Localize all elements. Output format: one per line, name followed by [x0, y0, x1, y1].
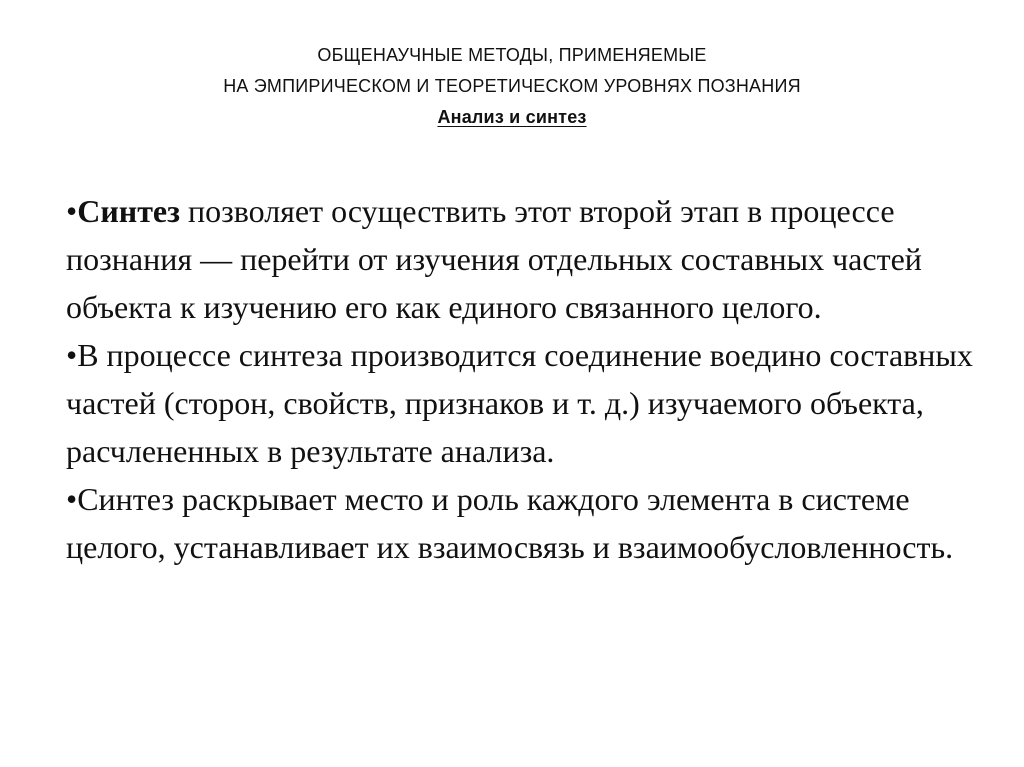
title-line-1: ОБЩЕНАУЧНЫЕ МЕТОДЫ, ПРИМЕНЯЕМЫЕ [317, 45, 707, 65]
subtitle: Анализ и синтез [437, 107, 587, 127]
paragraph-2: •В процессе синтеза производится соединение воедино составных частей (сторон, свойств, признаков и т. д.) изучаемого объекта, расчлененных в результате анализа. [66, 337, 973, 469]
title-line-2: НА ЭМПИРИЧЕСКОМ И ТЕОРЕТИЧЕСКОМ УРОВНЯХ ПОЗНАНИЯ [223, 76, 801, 96]
term-sintez: Синтез [77, 193, 180, 229]
paragraph-1 [66, 187, 986, 331]
slide-body [66, 187, 986, 571]
paragraph-3: •Синтез раскрывает место и роль каждого элемента в системе целого, устанавливает их взаимосвязь и взаимообусловленность. [66, 481, 954, 565]
paragraph-1-text: позволяет осуществить этот второй этап в процессе познания — перейти от изучения отдельных составных частей объекта к изучению его как единого связанного целого. [66, 193, 922, 325]
slide-header [0, 40, 1024, 133]
bullet: • [66, 193, 78, 229]
